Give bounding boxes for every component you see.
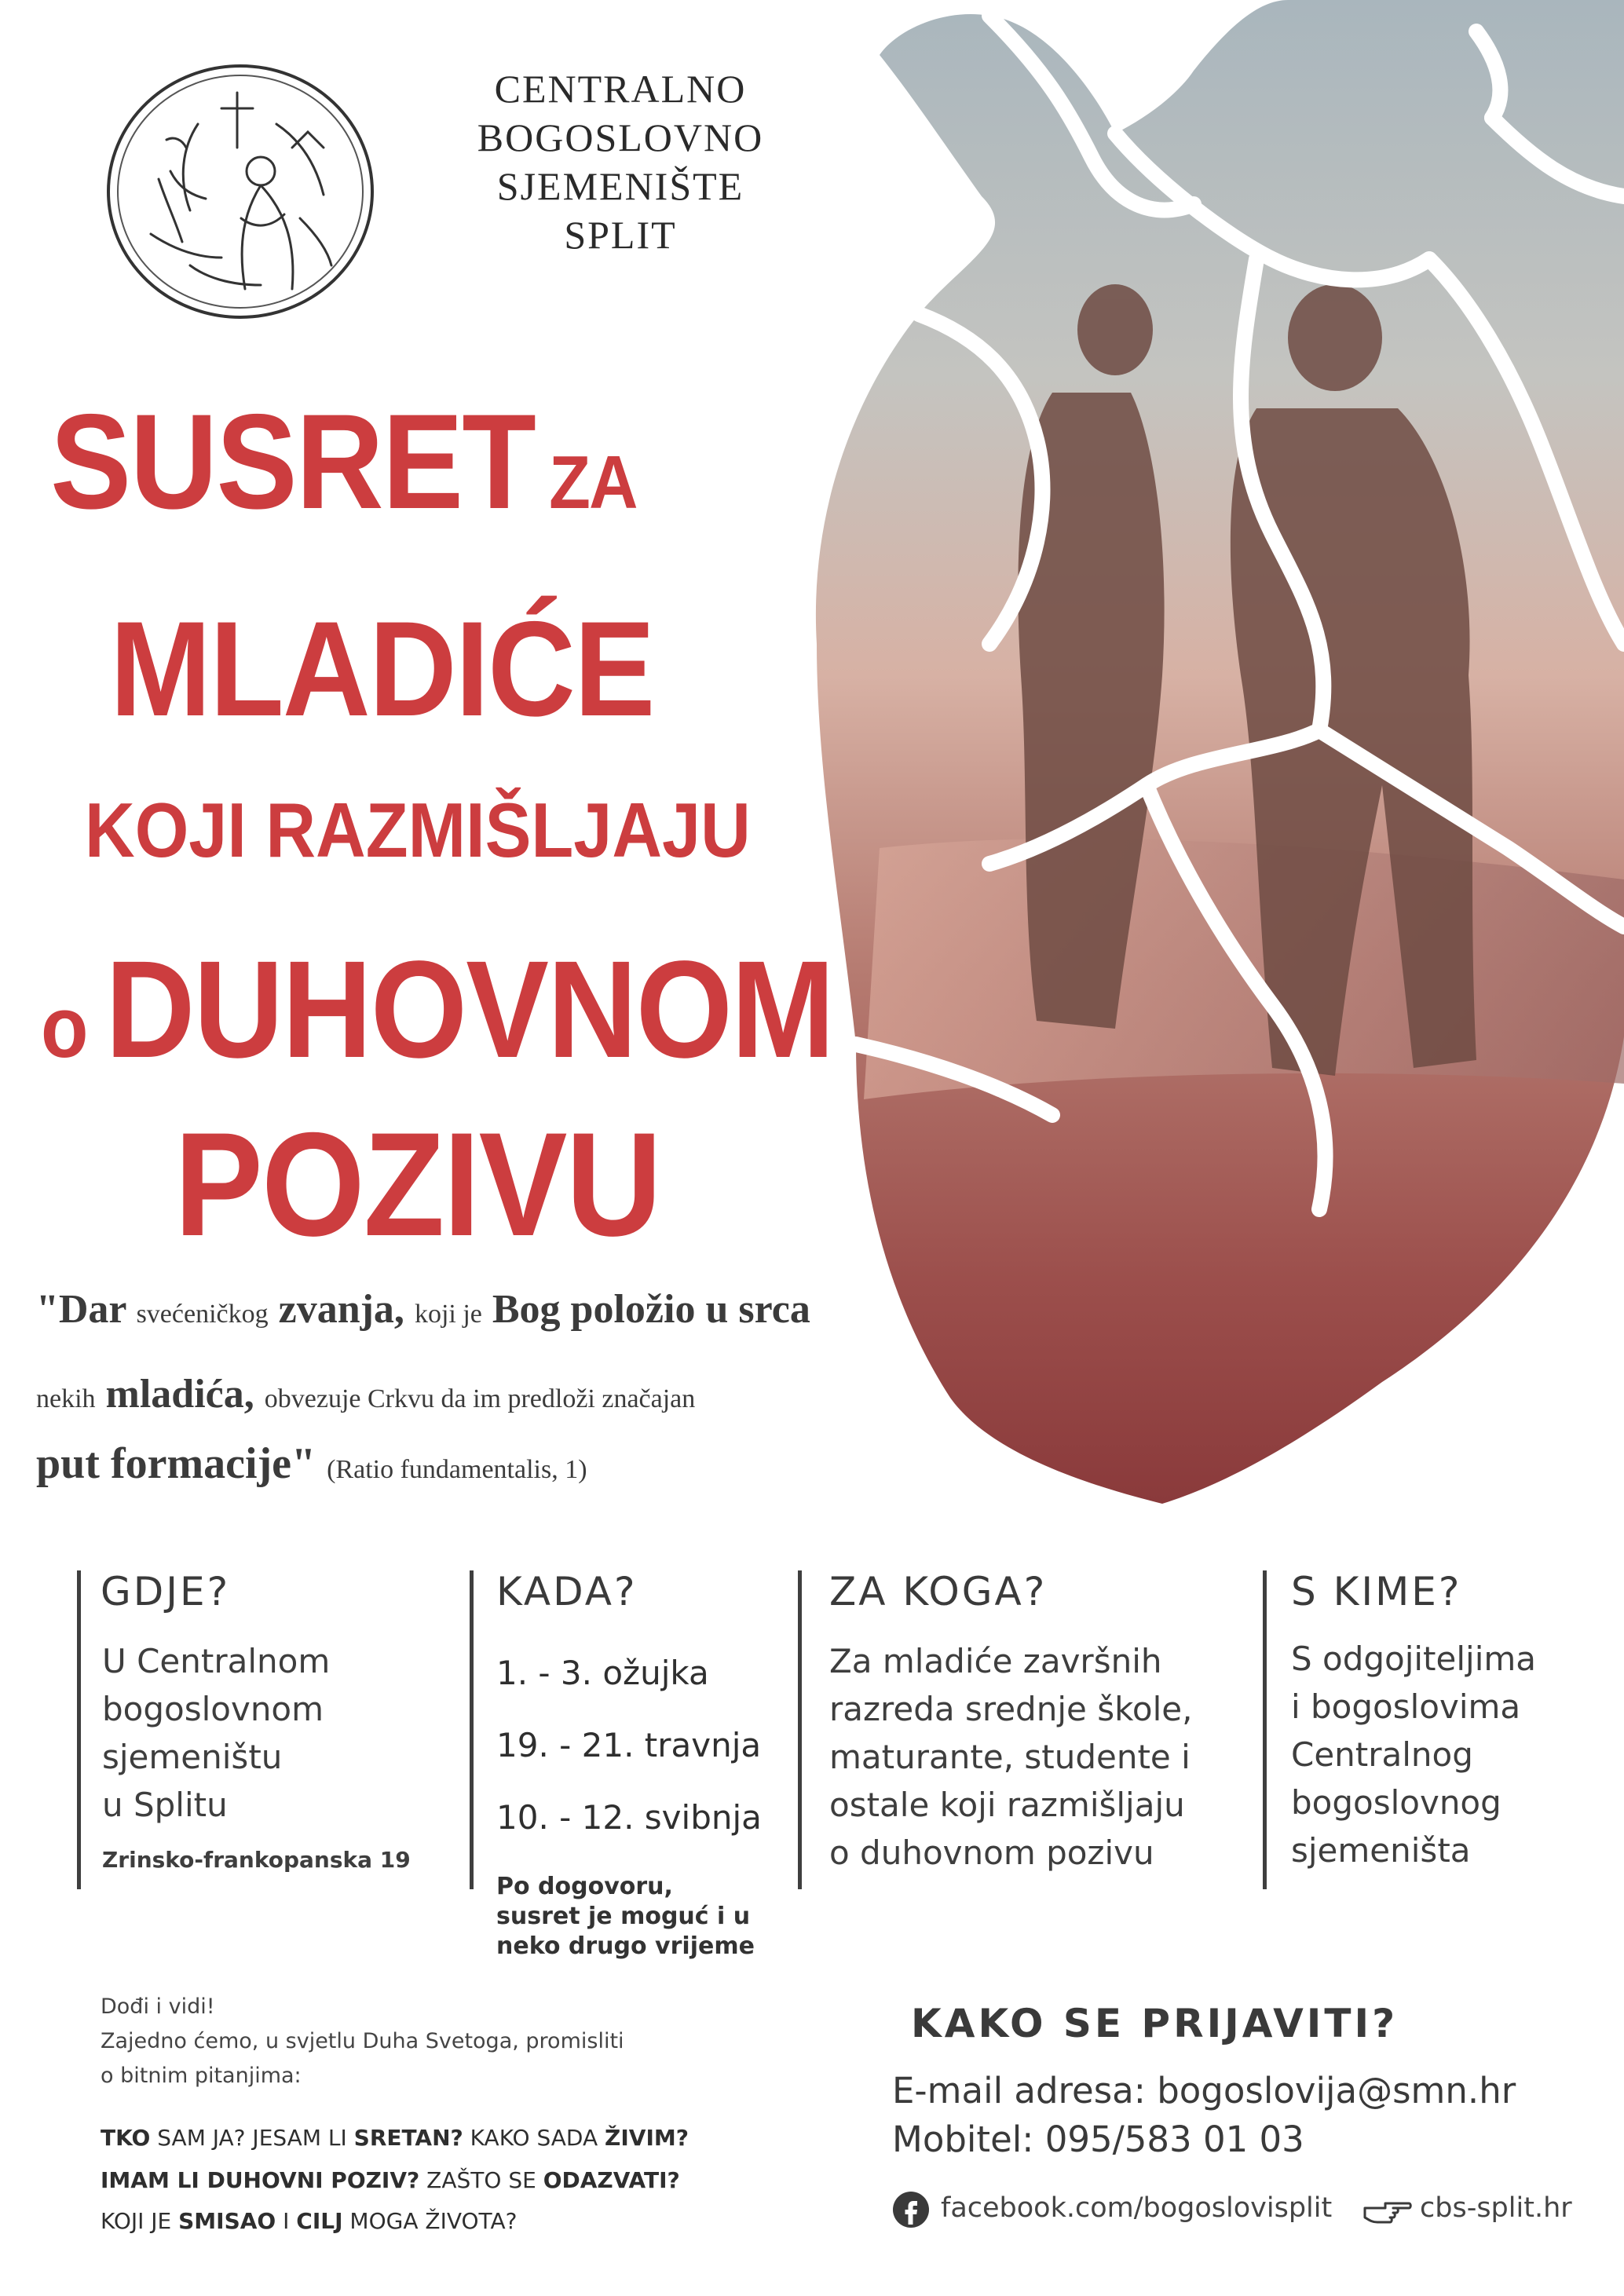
question-line-3 (101, 2208, 517, 2234)
quote-text: mladića, (105, 1372, 254, 1417)
institution-line-4: SPLIT (564, 213, 677, 257)
s-kime-heading: S KIME? (1291, 1569, 1462, 1614)
institution-line-2: BOGOSLOVNO (477, 115, 764, 159)
s-kime-line: bogoslovnog (1291, 1783, 1501, 1822)
s-kime-line: sjemeništa (1291, 1831, 1471, 1870)
signup-email[interactable]: E-mail adresa: bogoslovija@smn.hr (892, 2070, 1516, 2111)
question-line-1 (101, 2125, 689, 2151)
quote-text: koji je (414, 1300, 482, 1329)
quote-text: Bog položio u srca (492, 1287, 810, 1332)
intro-line: Dođi i vidi! (101, 1994, 215, 2019)
gdje-line: u Splitu (102, 1786, 228, 1824)
title-line-5: POZIVU (174, 1102, 661, 1267)
za-koga-line: ostale koji razmišljaju (829, 1786, 1185, 1824)
gdje-text (102, 1637, 330, 1829)
quote-line-2 (36, 1371, 695, 1417)
column-divider (1263, 1570, 1267, 1889)
kada-note (496, 1872, 755, 1961)
quote-line-3 (36, 1439, 587, 1489)
institution-name (440, 64, 801, 259)
title-line-3: KOJI RAZMIŠLJAJU (85, 787, 751, 873)
quote-citation: (Ratio fundamentalis, 1) (327, 1455, 587, 1484)
kada-heading: KADA? (496, 1569, 638, 1614)
seminary-seal-emblem (104, 61, 377, 322)
title-line-4 (41, 933, 834, 1087)
kada-date-1: 1. - 3. ožujka (496, 1654, 709, 1692)
question-text: KAKO SADA (463, 2125, 605, 2151)
question-keyword: SMISAO (178, 2208, 276, 2234)
title-susret: SUSRET (50, 386, 536, 537)
intro-line: o bitnim pitanjima: (101, 2064, 302, 2088)
gdje-heading: GDJE? (101, 1569, 231, 1614)
question-keyword: CILJ (296, 2208, 343, 2234)
kada-note-line: neko drugo vrijeme (496, 1932, 755, 1960)
column-divider (77, 1570, 81, 1889)
question-text: ZAŠTO SE (419, 2167, 543, 2193)
intro-line: Zajedno ćemo, u svjetlu Duha Svetoga, promisliti (101, 2029, 624, 2053)
s-kime-line: i bogoslovima (1291, 1687, 1521, 1726)
title-duhovnom: DUHOVNOM (105, 933, 834, 1087)
quote-text: put formacije" (36, 1439, 316, 1488)
signup-heading: KAKO SE PRIJAVITI? (911, 2001, 1399, 2046)
website-link[interactable]: cbs-split.hr (1420, 2192, 1572, 2224)
title-za: ZA (549, 441, 637, 525)
gdje-address: Zrinsko-frankopanska 19 (102, 1847, 411, 1873)
s-kime-line: Centralnog (1291, 1735, 1473, 1774)
title-o: o (41, 979, 87, 1076)
question-keyword: ŽIVIM? (605, 2125, 689, 2151)
za-koga-line: o duhovnom pozivu (829, 1834, 1154, 1872)
question-keyword: ODAZVATI? (543, 2167, 680, 2193)
za-koga-line: razreda srednje škole, (829, 1690, 1193, 1728)
question-keyword: SRETAN? (353, 2125, 463, 2151)
heart-couple-image (785, 0, 1624, 1515)
column-divider (798, 1570, 802, 1889)
title-line-1 (50, 386, 637, 537)
s-kime-line: S odgojiteljima (1291, 1640, 1537, 1678)
signup-phone[interactable]: Mobitel: 095/583 01 03 (892, 2119, 1304, 2160)
quote-text: svećeničkog (136, 1300, 269, 1329)
kada-note-line: susret je moguć i u (496, 1903, 751, 1930)
quote-line-1 (36, 1286, 810, 1333)
question-keyword: TKO (101, 2125, 151, 2151)
title-line-2: MLADIĆE (110, 594, 654, 744)
za-koga-text (829, 1637, 1192, 1877)
kada-date-3: 10. - 12. svibnja (496, 1798, 762, 1837)
facebook-icon (892, 2191, 930, 2228)
za-koga-line: Za mladiće završnih (829, 1642, 1162, 1680)
institution-line-1: CENTRALNO (494, 67, 747, 111)
kada-note-line: Po dogovoru, (496, 1873, 673, 1900)
quote-text: obvezuje Crkvu da im predloži značajan (264, 1384, 696, 1413)
question-text: MOGA ŽIVOTA? (342, 2208, 518, 2234)
question-line-2 (101, 2167, 680, 2193)
quote-text: zvanja, (278, 1287, 404, 1332)
gdje-line: bogoslovnom (102, 1690, 324, 1728)
quote-text: nekih (36, 1384, 96, 1413)
column-divider (470, 1570, 474, 1889)
question-text: KOJI JE (101, 2208, 179, 2234)
quote-text: "Dar (36, 1287, 126, 1332)
kada-date-2: 19. - 21. travnja (496, 1726, 762, 1764)
za-koga-heading: ZA KOGA? (829, 1569, 1048, 1614)
za-koga-line: maturante, studente i (829, 1738, 1191, 1776)
intro-text (101, 1990, 624, 2093)
question-text: I (276, 2208, 297, 2234)
question-keyword: IMAM LI DUHOVNI POZIV? (101, 2167, 420, 2193)
gdje-line: U Centralnom (102, 1642, 331, 1680)
institution-line-3: SJEMENIŠTE (496, 164, 744, 208)
facebook-link[interactable]: facebook.com/bogoslovisplit (941, 2192, 1333, 2224)
gdje-line: sjemeništu (102, 1738, 283, 1776)
s-kime-text (1291, 1635, 1536, 1874)
question-text: SAM JA? JESAM LI (150, 2125, 354, 2151)
pointing-hand-icon (1362, 2194, 1414, 2228)
